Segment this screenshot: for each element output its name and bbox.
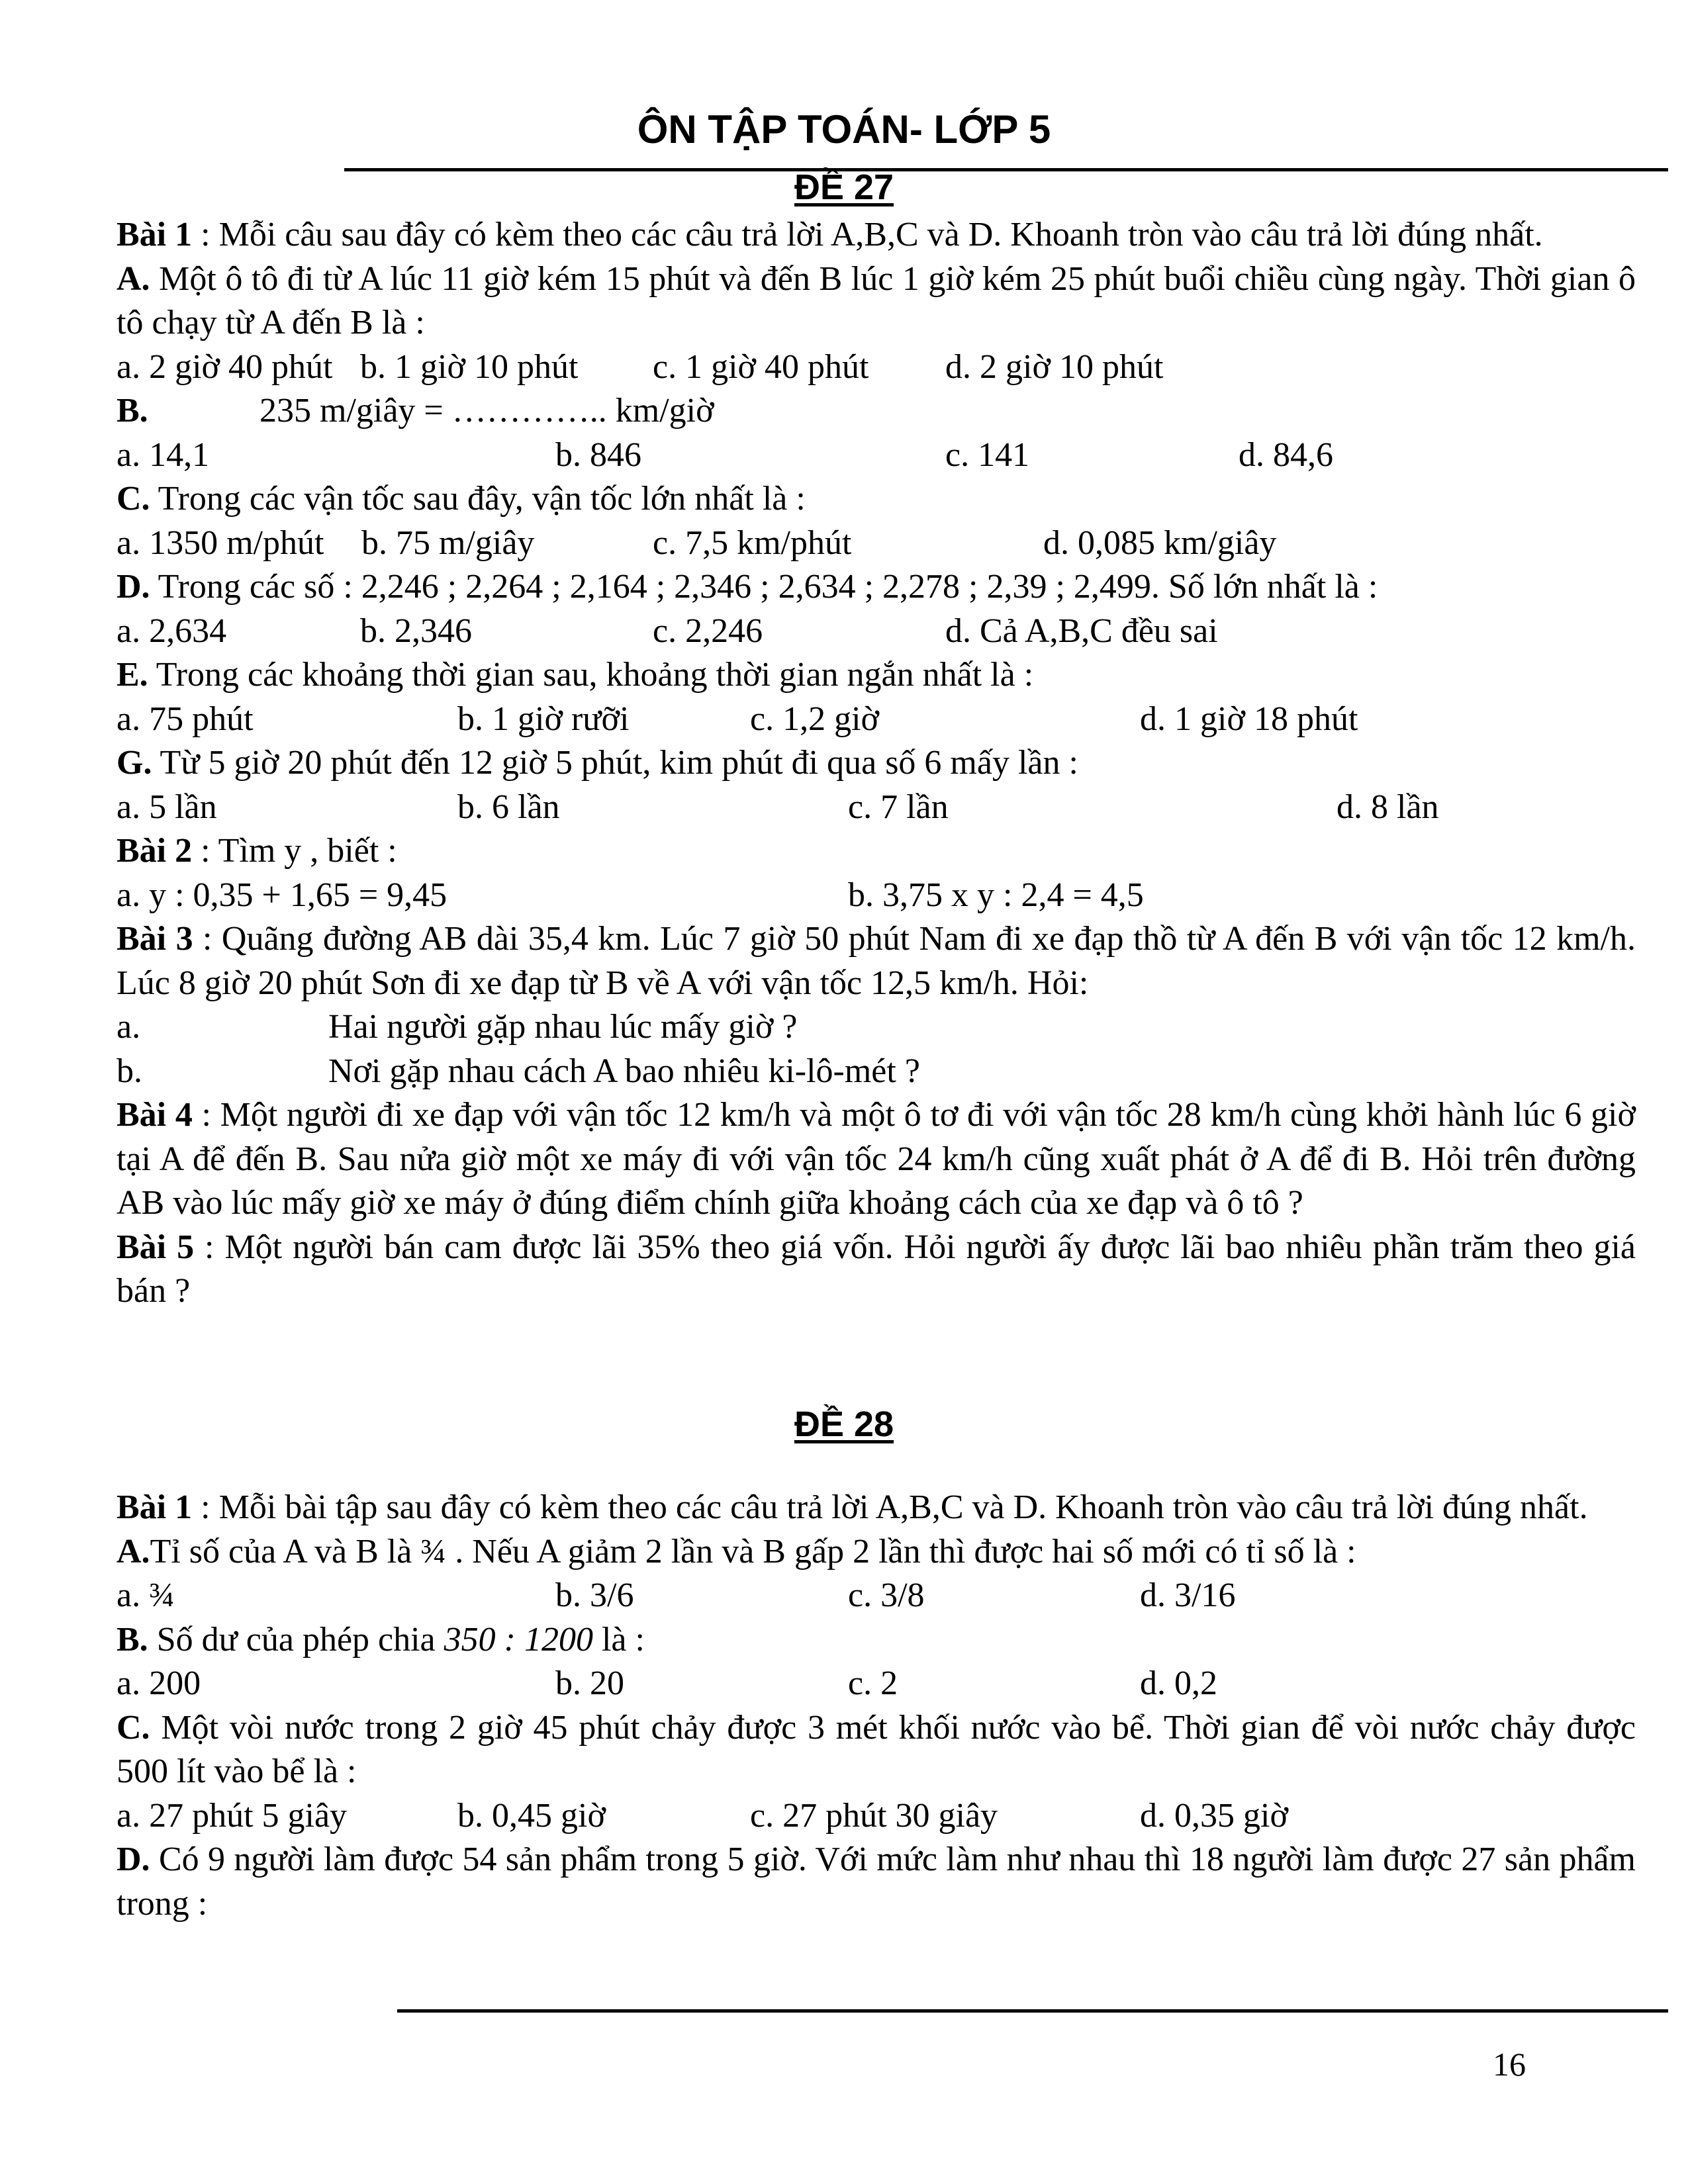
de27-bai2-parts — [117, 874, 1636, 918]
bottom-rule — [397, 2009, 1668, 2013]
bai2-part-b: b. 3,75 x y : 2,4 = 4,5 — [848, 876, 1144, 914]
bai2-part-a: a. y : 0,35 + 1,65 = 9,45 — [117, 876, 447, 914]
de28-q-a-options — [117, 1574, 1636, 1618]
de27-bai1-label: Bài 1 — [117, 216, 193, 253]
de27-q-g-options — [117, 786, 1636, 830]
option-a: a. 1350 m/phút — [117, 523, 324, 562]
page-number: 16 — [1493, 2046, 1526, 2083]
division-expression: 350 : 1200 — [444, 1620, 593, 1659]
de28-heading: ĐỀ 28 — [794, 1404, 894, 1444]
de27-q-e: E. Trong các khoảng thời gian sau, khoảng thời gian ngắn nhất là : — [117, 656, 1034, 694]
de28-q-b: B. Số dư của phép chia 350 : 1200 là : — [117, 1620, 645, 1659]
option-c: c. 7 lần — [848, 788, 949, 826]
de28-q-a: A.Tỉ số của A và B là ¾ . Nếu A giảm 2 lần và B gấp 2 lần thì được hai số mới có tỉ số là : — [117, 1532, 1356, 1570]
option-b: b. 846 — [555, 435, 641, 474]
option-d: d. 1 giờ 18 phút — [1140, 700, 1358, 738]
option-d: d. Cả A,B,C đều sai — [945, 612, 1218, 650]
option-a: a. 2 giờ 40 phút — [117, 347, 333, 386]
option-a: a. 75 phút — [117, 700, 254, 738]
option-b: b. 75 m/giây — [361, 523, 535, 562]
option-a: a. 5 lần — [117, 788, 217, 826]
option-b: b. 0,45 giờ — [457, 1796, 606, 1835]
option-d: d. 0,085 km/giây — [1043, 523, 1277, 562]
option-a: a. 14,1 — [117, 435, 210, 474]
de27-q-c: C. Trong các vận tốc sau đây, vận tốc lớn nhất là : — [117, 480, 806, 518]
de27-q-e-options — [117, 698, 1636, 742]
option-b: b. 6 lần — [457, 788, 560, 826]
option-b: b. 2,346 — [360, 612, 472, 650]
de27-q-a-options — [117, 345, 1636, 390]
option-c: c. 1 giờ 40 phút — [653, 347, 869, 386]
de28-bai1-prompt: Bài 1 : Mỗi bài tập sau đây có kèm theo các câu trả lời A,B,C và D. Khoanh tròn vào câu trả lời đúng nhất. — [117, 1488, 1588, 1526]
de28-bai1-label: Bài 1 — [117, 1488, 193, 1526]
de27-bai3-part-b: b. Nơi gặp nhau cách A bao nhiêu ki-lô-mét ? — [117, 1052, 920, 1090]
option-c: c. 2 — [848, 1664, 898, 1702]
de27-bai5: Bài 5 : Một người bán cam được lãi 35% theo giá vốn. Hỏi người ấy được lãi bao nhiêu phần trăm theo giá bán ? — [117, 1228, 1636, 1310]
page-title: ÔN TẬP TOÁN- LỚP 5 — [637, 107, 1051, 152]
de27-bai2-prompt: Bài 2 : Tìm y , biết : — [117, 832, 397, 870]
de27-bai4: Bài 4 : Một người đi xe đạp với vận tốc 12 km/h và một ô tơ đi với vận tốc 28 km/h cùng khởi hành lúc 6 giờ tại A để đến B. Sau nửa giờ một xe máy đi với vận tốc 24 km/h cũng xuất phát ở A để đi B. Hỏi trên đường AB vào lúc mấy giờ xe máy ở đúng điểm chính giữa khoảng cách của xe đạp và ô tô ? — [117, 1096, 1636, 1222]
option-d: d. 0,2 — [1140, 1664, 1217, 1702]
main-content — [117, 213, 1636, 1314]
option-a: a. 2,634 — [117, 612, 227, 650]
de27-q-a: A. Một ô tô đi từ A lúc 11 giờ kém 15 phút và đến B lúc 1 giờ kém 25 phút buổi chiều cùng ngày. Thời gian ô tô chạy từ A đến B là : — [117, 259, 1636, 341]
option-a: a. 27 phút 5 giây — [117, 1796, 348, 1835]
de27-q-b-options — [117, 433, 1636, 478]
de27-q-g: G. Từ 5 giờ 20 phút đến 12 giờ 5 phút, kim phút đi qua số 6 mấy lần : — [117, 744, 1078, 782]
de28-q-b-options — [117, 1662, 1636, 1706]
de27-q-d-options — [117, 610, 1636, 654]
de28-q-c-options — [117, 1794, 1636, 1839]
de27-heading: ĐỀ 27 — [794, 167, 894, 207]
option-a: a. ¾ — [117, 1576, 175, 1614]
de27-bai1-prompt: Bài 1 : Mỗi câu sau đây có kèm theo các câu trả lời A,B,C và D. Khoanh tròn vào câu trả lời đúng nhất. — [117, 216, 1543, 253]
de28-q-c: C. Một vòi nước trong 2 giờ 45 phút chảy được 3 mét khối nước vào bể. Thời gian để vòi nước chảy được 500 lít vào bể là : — [117, 1708, 1636, 1790]
option-a: a. 200 — [117, 1664, 201, 1702]
option-d: d. 2 giờ 10 phút — [945, 347, 1164, 386]
option-b: b. 3/6 — [555, 1576, 634, 1614]
option-c: c. 2,246 — [653, 612, 763, 650]
option-d: d. 3/16 — [1140, 1576, 1236, 1614]
option-c: c. 141 — [945, 435, 1030, 474]
option-d: d. 8 lần — [1336, 788, 1439, 826]
option-d: d. 84,6 — [1239, 435, 1333, 474]
option-c: c. 1,2 giờ — [750, 700, 880, 738]
option-b: b. 20 — [555, 1664, 624, 1702]
de27-q-b: B. 235 m/giây = ………….. km/giờ — [117, 392, 714, 430]
option-b: b. 1 giờ rưỡi — [457, 700, 630, 738]
option-b: b. 1 giờ 10 phút — [360, 347, 579, 386]
de27-q-d: D. Trong các số : 2,246 ; 2,264 ; 2,164 ; 2,346 ; 2,634 ; 2,278 ; 2,39 ; 2,499. Số lớn nhất là : — [117, 568, 1378, 606]
option-c: c. 3/8 — [848, 1576, 925, 1614]
option-c: c. 27 phút 30 giây — [750, 1796, 998, 1835]
de27-bai3-prompt: Bài 3 : Quãng đường AB dài 35,4 km. Lúc 7 giờ 50 phút Nam đi xe đạp thồ từ A đến B với vận tốc 12 km/h. Lúc 8 giờ 20 phút Sơn đi xe đạp từ B về A với vận tốc 12,5 km/h. Hỏi: — [117, 920, 1636, 1002]
option-d: d. 0,35 giờ — [1140, 1796, 1288, 1835]
de28-content — [117, 1486, 1636, 1926]
de27-q-c-options — [117, 522, 1636, 566]
option-c: c. 7,5 km/phút — [653, 523, 852, 562]
de28-q-d: D. Có 9 người làm được 54 sản phẩm trong 5 giờ. Với mức làm như nhau thì 18 người làm được 27 sản phẩm trong : — [117, 1841, 1636, 1923]
de27-bai3-part-a: a. Hai người gặp nhau lúc mấy giờ ? — [117, 1008, 798, 1046]
